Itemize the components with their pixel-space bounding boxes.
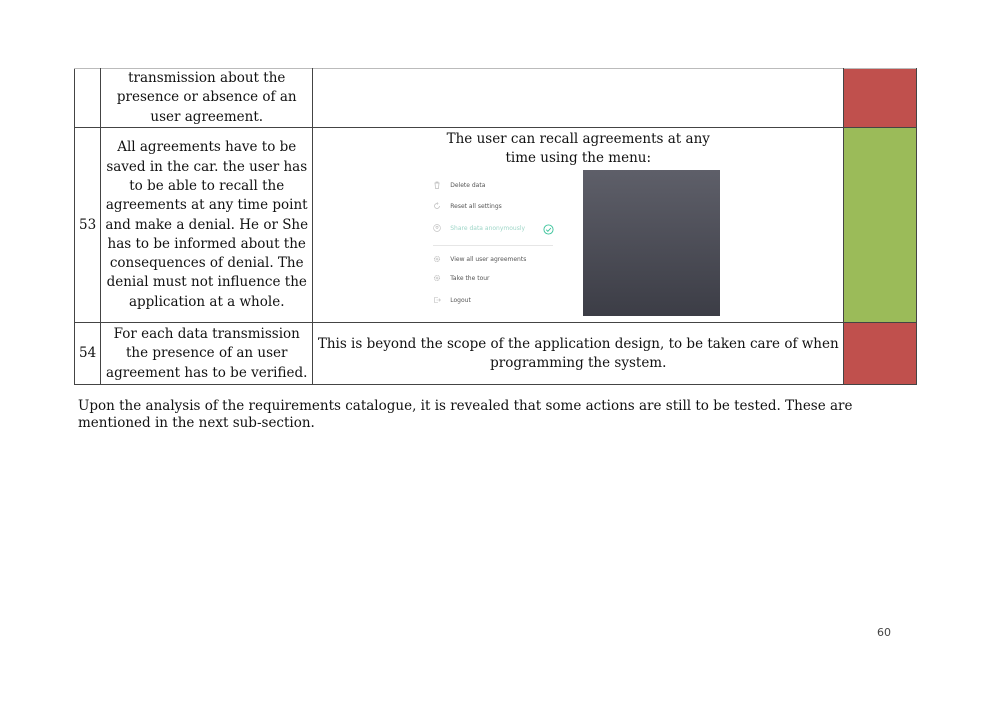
solution-description <box>313 69 844 128</box>
requirement-text: All agreements have to be saved in the car. the user has to be able to recall the agreements at any time point and make a denial. He or She has to be informed about the consequences of denial. The denial must not influence the application at a whole. <box>101 127 313 323</box>
menu-divider <box>433 245 553 246</box>
menu-item-label: Logout <box>450 297 471 305</box>
menu-item-reset-settings <box>433 200 502 214</box>
status-cell-green <box>844 127 917 323</box>
body-paragraph: Upon the analysis of the requirements catalogue, it is revealed that some actions are still to be tested. These are mentioned in the next sub-section. <box>78 398 853 431</box>
menu-item-label: Reset all settings <box>450 203 502 211</box>
table-row <box>75 323 917 385</box>
requirement-text: For each data transmission the presence of an user agreement has to be verified. <box>101 323 313 385</box>
settings-menu <box>433 170 563 318</box>
status-cell-red <box>844 69 917 128</box>
menu-item-delete-data <box>433 179 485 193</box>
trash-icon <box>433 181 441 189</box>
gear-icon <box>433 255 441 263</box>
menu-item-share-data <box>433 222 525 236</box>
requirement-number <box>75 69 101 128</box>
reset-icon <box>433 202 441 210</box>
app-background-panel <box>583 170 720 316</box>
gear-icon <box>433 274 441 282</box>
check-circle-icon <box>543 224 554 235</box>
requirement-text: transmission about the presence or absence of an user agreement. <box>101 69 313 128</box>
page-number: 60 <box>877 626 891 639</box>
requirements-table <box>74 68 917 385</box>
solution-description: The user can recall agreements at any time using the menu: <box>446 130 710 167</box>
app-menu-screenshot <box>433 170 723 318</box>
table-row <box>75 69 917 128</box>
solution-description: This is beyond the scope of the application design, to be taken care of when programming the system. <box>313 323 844 385</box>
requirement-number: 54 <box>75 323 101 385</box>
status-cell-red <box>844 323 917 385</box>
requirement-number: 53 <box>75 127 101 323</box>
user-circle-icon <box>433 224 441 232</box>
logout-icon <box>433 296 441 304</box>
menu-item-label: Take the tour <box>450 275 490 283</box>
menu-item-view-agreements <box>433 253 526 267</box>
table-row <box>75 127 917 323</box>
menu-item-label: Share data anonymously <box>450 225 526 233</box>
menu-item-label: Delete data <box>450 182 486 190</box>
menu-item-label: View all user agreements <box>450 256 527 264</box>
menu-item-take-tour <box>433 272 489 286</box>
solution-description-cell <box>313 127 844 323</box>
menu-item-logout <box>433 294 471 308</box>
